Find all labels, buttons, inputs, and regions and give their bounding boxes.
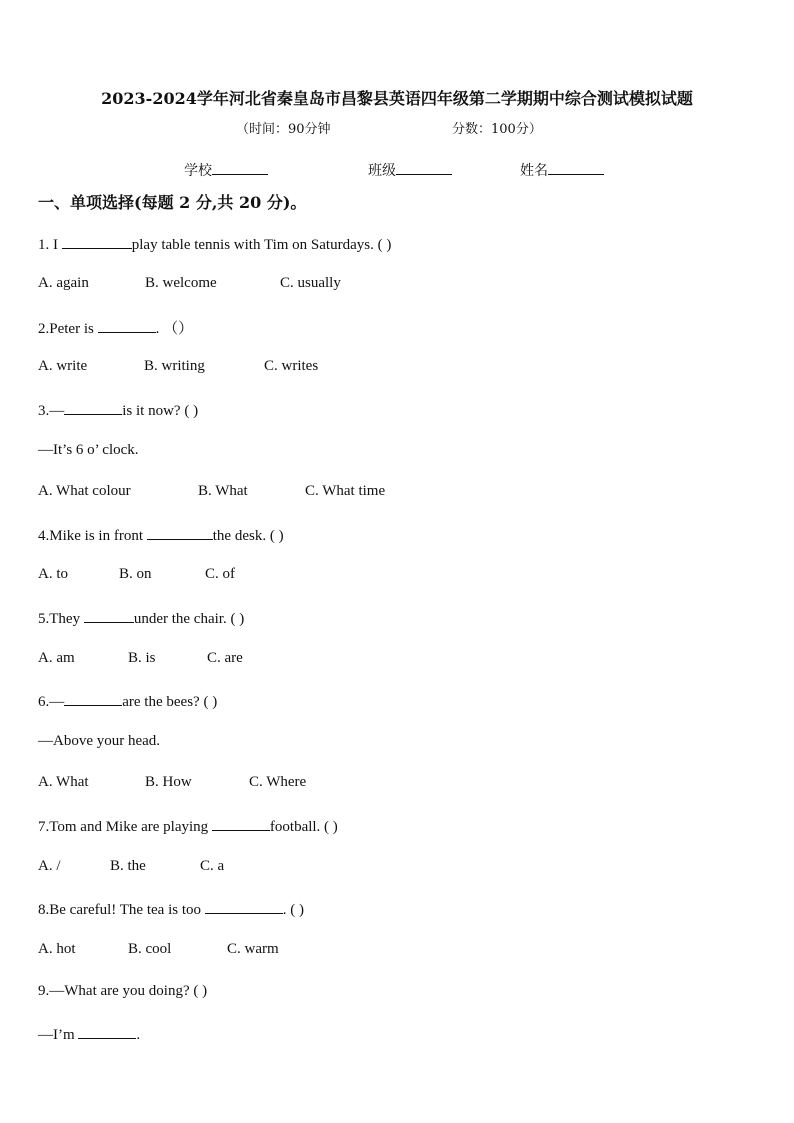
option-b: B. is (128, 650, 156, 666)
answer-blank (84, 608, 134, 623)
options-3 (38, 483, 385, 500)
answer-blank (78, 1024, 136, 1039)
question-text: . ( ) (282, 902, 304, 918)
exam-time: （时间：90分钟 (236, 122, 331, 137)
school-blank (212, 160, 268, 175)
answer-blank (205, 899, 283, 914)
options-2 (38, 358, 318, 375)
answer-blank (64, 400, 122, 415)
reply-3: —It’s 6 o’ clock. (38, 442, 139, 458)
option-c: C. writes (264, 358, 319, 374)
class-label: 班级 (368, 163, 396, 179)
question-7 (38, 816, 338, 836)
question-text: under the chair. ( ) (133, 611, 245, 627)
class-field (368, 160, 452, 180)
answer-blank (147, 525, 213, 540)
question-text: 5.They (38, 611, 84, 627)
option-c: C. Where (249, 774, 307, 790)
option-b: B. writing (144, 358, 205, 374)
options-7 (38, 858, 224, 875)
option-c: C. of (205, 566, 235, 582)
options-6 (38, 774, 306, 791)
question-8 (38, 899, 304, 919)
option-a: A. hot (38, 941, 76, 957)
options-8 (38, 941, 279, 958)
question-text: 1. I (38, 237, 62, 253)
reply-text: . (136, 1027, 141, 1043)
school-label: 学校 (184, 163, 212, 179)
name-blank (548, 160, 604, 175)
option-a: A. to (38, 566, 68, 582)
answer-blank (64, 691, 122, 706)
question-text: 3.— (38, 403, 65, 419)
question-text: 4.Mike is in front (38, 528, 147, 544)
reply-text: —I’m (38, 1027, 79, 1043)
question-2 (38, 317, 193, 338)
option-b: B. on (119, 566, 152, 582)
question-text: 7.Tom and Mike are playing (38, 819, 212, 835)
option-b: B. How (145, 774, 192, 790)
question-text: play table tennis with Tim on Saturdays. ( ) (131, 237, 392, 253)
option-c: C. are (207, 650, 243, 666)
option-a: A. What colour (38, 483, 131, 499)
option-a: A. write (38, 358, 88, 374)
question-text: are the bees? ( ) (122, 694, 218, 710)
option-c: C. usually (280, 275, 341, 291)
option-c: C. a (200, 858, 225, 874)
name-field (520, 160, 604, 180)
options-5 (38, 650, 243, 667)
option-b: B. the (110, 858, 146, 874)
name-label: 姓名 (520, 163, 548, 179)
question-5 (38, 608, 244, 628)
option-b: B. welcome (145, 275, 217, 291)
question-text: 2.Peter is (38, 321, 98, 337)
question-text: 9.—What are you doing? ( ) (38, 983, 208, 999)
class-blank (396, 160, 452, 175)
question-text: the desk. ( ) (212, 528, 284, 544)
reply-9 (38, 1024, 140, 1044)
options-1 (38, 275, 341, 292)
question-4 (38, 525, 284, 545)
question-text: 6.— (38, 694, 65, 710)
question-9 (38, 983, 207, 1000)
question-3 (38, 400, 198, 420)
reply-6: —Above your head. (38, 733, 161, 749)
section-title: 一、单项选择(每题 2 分,共 20 分)。 (38, 193, 307, 212)
answer-blank (62, 234, 132, 249)
question-text: 8.Be careful! The tea is too (38, 902, 205, 918)
option-a: A. What (38, 774, 89, 790)
option-b: B. cool (128, 941, 172, 957)
question-6 (38, 691, 217, 711)
answer-blank (212, 816, 270, 831)
school-field (184, 160, 268, 180)
exam-score: 分数：100分） (452, 122, 542, 137)
exam-title: 2023-2024学年河北省秦皇岛市昌黎县英语四年级第二学期期中综合测试模拟试题 (101, 89, 693, 108)
option-b: B. What (198, 483, 248, 499)
answer-blank (98, 318, 156, 333)
question-text: . （） (155, 321, 194, 337)
option-c: C. What time (305, 483, 386, 499)
options-4 (38, 566, 235, 583)
option-a: A. / (38, 858, 61, 874)
option-a: A. again (38, 275, 89, 291)
question-text: is it now? ( ) (122, 403, 199, 419)
question-1 (38, 234, 391, 254)
question-text: football. ( ) (269, 819, 338, 835)
option-c: C. warm (227, 941, 279, 957)
option-a: A. am (38, 650, 75, 666)
